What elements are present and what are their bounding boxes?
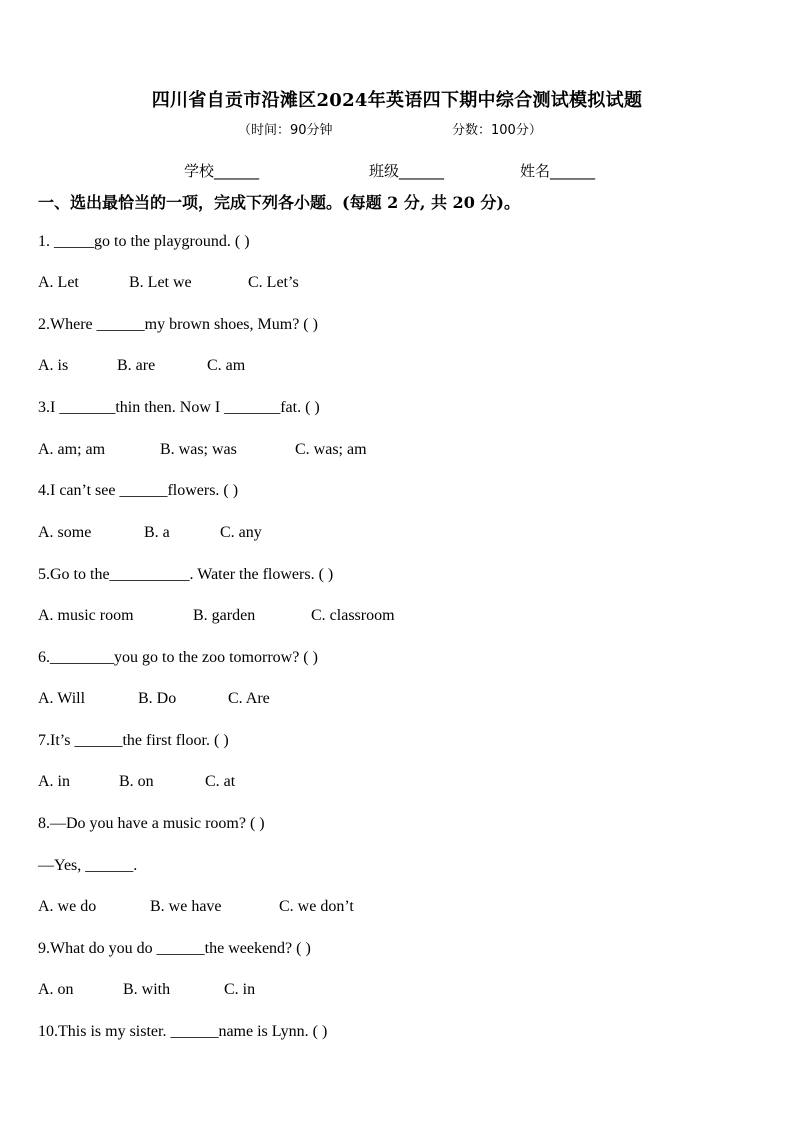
- option-c[interactable]: C. Are: [228, 690, 270, 707]
- option-b[interactable]: B. are: [117, 357, 156, 374]
- option-c[interactable]: C. in: [224, 981, 256, 998]
- question-stem: 4.I can’t see ______flowers. ( ): [38, 482, 239, 499]
- school-field[interactable]: 学校______: [184, 162, 260, 180]
- question-answer-prompt: —Yes, ______.: [38, 857, 138, 874]
- option-a[interactable]: A. on: [38, 981, 74, 998]
- question-stem: 2.Where ______my brown shoes, Mum? ( ): [38, 316, 318, 333]
- option-b[interactable]: B. was; was: [160, 441, 237, 458]
- option-c[interactable]: C. am: [207, 357, 246, 374]
- option-a[interactable]: A. music room: [38, 607, 134, 624]
- option-a[interactable]: A. Let: [38, 274, 79, 291]
- question-stem: 10.This is my sister. ______name is Lynn. ( ): [38, 1023, 328, 1040]
- option-c[interactable]: C. Let’s: [248, 274, 299, 291]
- question-stem: 7.It’s ______the first floor. ( ): [38, 732, 229, 749]
- option-a[interactable]: A. some: [38, 524, 92, 541]
- option-b[interactable]: B. with: [123, 981, 171, 998]
- option-a[interactable]: A. we do: [38, 898, 97, 915]
- class-field[interactable]: 班级______: [369, 162, 445, 180]
- section-heading: 一、选出最恰当的一项，完成下列各小题。(每题 2 分, 共 20 分)。: [38, 193, 520, 212]
- option-c[interactable]: C. at: [205, 773, 236, 790]
- name-field[interactable]: 姓名______: [520, 162, 596, 180]
- option-c[interactable]: C. we don’t: [279, 898, 354, 915]
- option-b[interactable]: B. a: [144, 524, 170, 541]
- option-c[interactable]: C. classroom: [311, 607, 395, 624]
- question-stem: 3.I _______thin then. Now I _______fat. ( ): [38, 399, 320, 416]
- option-b[interactable]: B. Do: [138, 690, 177, 707]
- question-stem: 5.Go to the__________. Water the flowers. ( ): [38, 566, 334, 583]
- option-b[interactable]: B. on: [119, 773, 154, 790]
- question-stem: 8.—Do you have a music room? ( ): [38, 815, 265, 832]
- option-c[interactable]: C. any: [220, 524, 262, 541]
- option-a[interactable]: A. in: [38, 773, 70, 790]
- option-b[interactable]: B. we have: [150, 898, 222, 915]
- option-c[interactable]: C. was; am: [295, 441, 367, 458]
- option-a[interactable]: A. Will: [38, 690, 86, 707]
- total-score: 分数：100分）: [452, 123, 542, 138]
- page-title: 四川省自贡市沿滩区2024年英语四下期中综合测试模拟试题: [151, 90, 643, 111]
- option-b[interactable]: B. garden: [193, 607, 256, 624]
- option-b[interactable]: B. Let we: [129, 274, 192, 291]
- question-stem: 9.What do you do ______the weekend? ( ): [38, 940, 311, 957]
- time-limit: （时间：90分钟: [238, 123, 333, 138]
- question-stem: 6.________you go to the zoo tomorrow? ( ): [38, 649, 318, 666]
- option-a[interactable]: A. is: [38, 357, 69, 374]
- question-stem: 1. _____go to the playground. ( ): [38, 233, 250, 250]
- option-a[interactable]: A. am; am: [38, 441, 106, 458]
